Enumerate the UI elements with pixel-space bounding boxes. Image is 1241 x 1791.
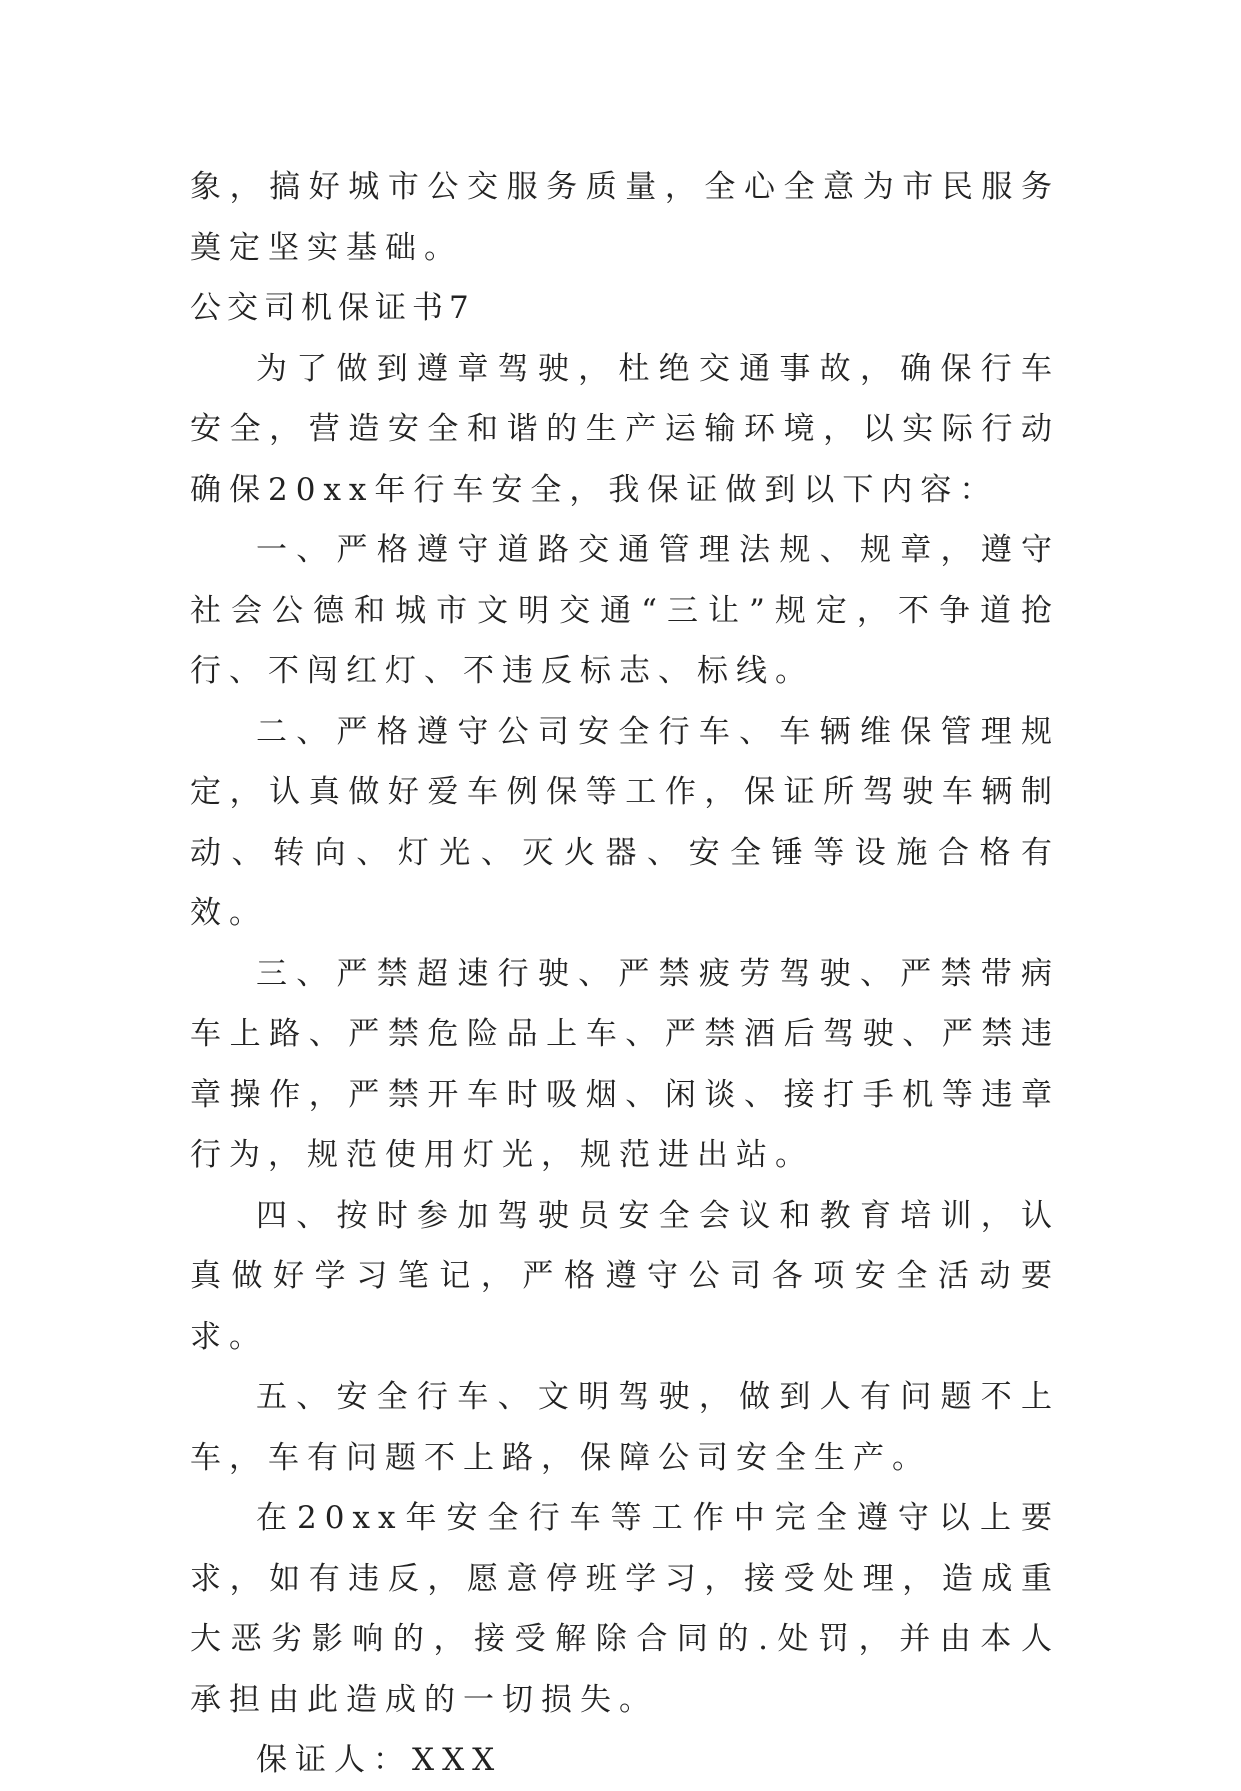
paragraph-closing: 在20xx年安全行车等工作中完全遵守以上要求，如有违反，愿意停班学习，接受处理，造成重大恶劣影响的，接受解除合同的.处罚，并由本人承担由此造成的一切损失。 xyxy=(190,1500,1060,1718)
paragraph-item-1: 一、严格遵守道路交通管理法规、规章，遵守社会公德和城市文明交通“三让”规定，不争道抢行、不闯红灯、不违反标志、标线。 xyxy=(190,532,1060,689)
guarantor-signature: 保证人：XXX xyxy=(256,1742,503,1778)
paragraph-continuation: 象，搞好城市公交服务质量，全心全意为市民服务奠定坚实基础。 xyxy=(190,169,1060,266)
document-body xyxy=(190,157,1060,1791)
paragraph-item-3: 三、严禁超速行驶、严禁疲劳驾驶、严禁带病车上路、严禁危险品上车、严禁酒后驾驶、严禁违章操作，严禁开车时吸烟、闲谈、接打手机等违章行为，规范使用灯光，规范进出站。 xyxy=(190,955,1060,1173)
section-heading: 公交司机保证书7 xyxy=(190,290,475,326)
paragraph-item-2: 二、严格遵守公司安全行车、车辆维保管理规定，认真做好爱车例保等工作，保证所驾驶车辆制动、转向、灯光、灭火器、安全锤等设施合格有效。 xyxy=(190,713,1060,931)
paragraph-intro: 为了做到遵章驾驶，杜绝交通事故，确保行车安全，营造安全和谐的生产运输环境，以实际行动确保20xx年行车安全，我保证做到以下内容： xyxy=(190,350,1060,508)
paragraph-item-5: 五、安全行车、文明驾驶，做到人有问题不上车，车有问题不上路，保障公司安全生产。 xyxy=(190,1379,1060,1476)
paragraph-item-4: 四、按时参加驾驶员安全会议和教育培训，认真做好学习笔记，严格遵守公司各项安全活动要求。 xyxy=(190,1197,1060,1355)
